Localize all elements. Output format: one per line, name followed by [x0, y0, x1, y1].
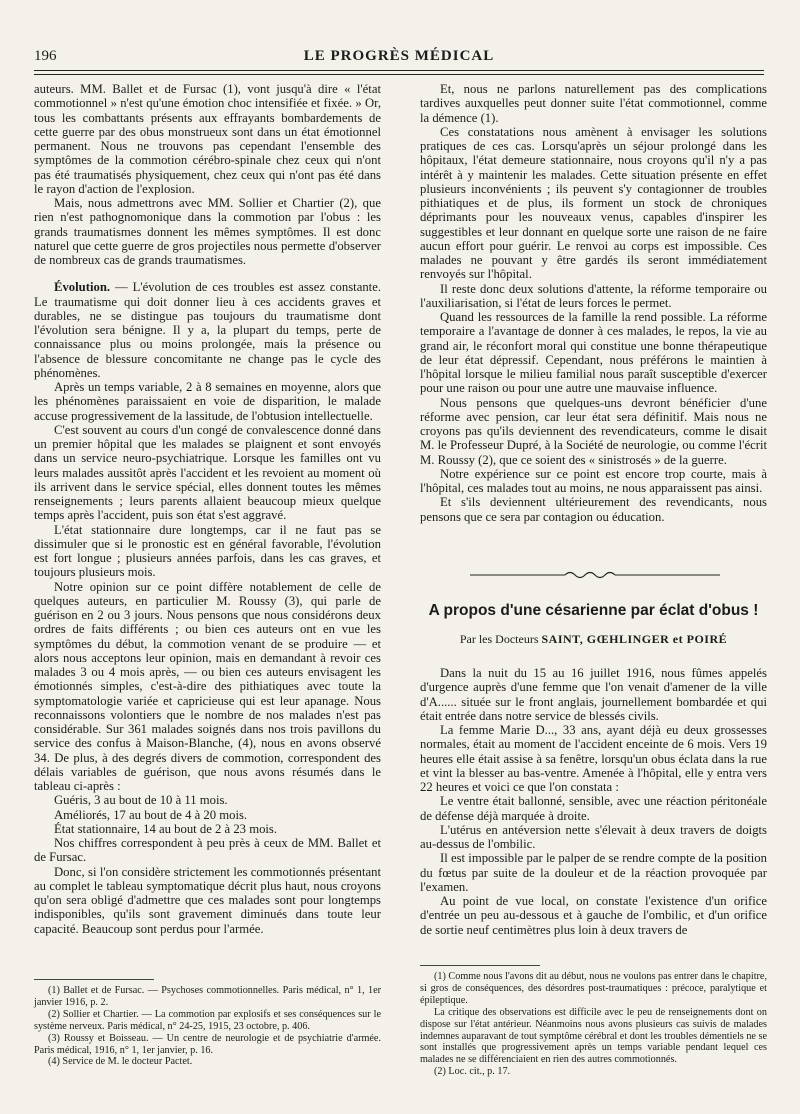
- article-title: A propos d'une césarienne par éclat d'obus !: [428, 602, 759, 619]
- paragraph: Dans la nuit du 15 au 16 juillet 1916, nous fûmes appelés d'urgence auprès d'une femme que l'on venait d'amener de la ville d'A...... située sur le front anglais, journellement bombardée et qui était entrée dans notre service de blessés civils.: [420, 666, 767, 723]
- paragraph: Au point de vue local, on constate l'existence d'un orifice d'entrée un peu au-dessous et à gauche de l'ombilic, et d'un orifice de sortie neuf centimètres plus loin à deux travers de: [420, 894, 767, 937]
- byline-prefix: Par les Docteurs: [459, 632, 539, 646]
- paragraph: Il reste donc deux solutions d'attente, la réforme temporaire ou l'auxiliarisation, si l'état de leurs forces le permet.: [420, 281, 767, 310]
- paragraph: La femme Marie D..., 33 ans, ayant déjà eu deux grossesses normales, était au moment de l'accident enceinte de 6 mois. Vers 19 heures elle était assise à sa fenêtre, lorsqu'un obus éclata dans la rue et vint la blesser au bas-ventre. Amenée à l'hôpital, elle y entra vers 22 heures et voici ce que l'on constata :: [420, 723, 767, 794]
- paragraph-text: — L'évolution de ces troubles est assez constante. Le traumatisme qui doit donner lieu à ces accidents graves et durables, ne se distingue pas toujours du traumatisme dont l'évolution sera bénigne. Il y a, la plupart du temps, perte de connaissance plus ou moins prolongée, mais la présence ou l'absence de blessure concomitante ne change pas le cycle des phénomènes.: [34, 280, 382, 380]
- paragraph: auteurs. MM. Ballet et de Fursac (1), vont jusqu'à dire « l'état commotionnel » n'est qu'une émotion choc intensifiée et fixée. » Or, tous les combattants présents aux effrayants bombardements de cette guerre par des obus monstrueux sont dans un état émotionnel permanent. Nous ne trouvons pas cependant l'ensemble des symptômes de la commotion cérébro-spinale chez ceux qui n'ont pas été traumatisés physiquement, chez ceux qui n'ont pas été dans le rayon d'action de l'explosion.: [34, 82, 381, 196]
- paragraph: Ces constatations nous amènent à envisager les solutions pratiques de ces cas. Lorsqu'après un séjour prolongé dans les hôpitaux, l'état demeure stationnaire, nous croyons qu'il n'y a pas intérêt à y maintenir les malades. Cette situation présente en effet plusieurs inconvénients ; ils peuvent s'y contagionner de troubles pithiatiques et de plus, ils forment un stock de chroniques déprimants pour les nouveaux venus, capables d'inspirer les suggestibles et leur donnant en quelque sorte une raison de ne faire aucun effort pour guérir. Le renvoi au corps est impossible. Ces malades ne pouvant y être gardés ils seront immédiatement renvoyés sur l'hôpital.: [420, 124, 767, 282]
- section-divider-ornament: [470, 570, 720, 580]
- article-body: [420, 666, 767, 937]
- section-heading: Évolution.: [54, 280, 111, 295]
- left-footnotes: [34, 985, 381, 1068]
- paragraph: Mais, nous admettrons avec MM. Sollier et Chartier (2), que rien n'est pathognomonique dans la commotion par l'obus : les grands traumatismes donnent les mêmes symptômes. Il est donc naturel que cette guerre de gros projectiles nous permette d'observer de nombreux cas de grands traumatismes.: [34, 196, 381, 267]
- paragraph: Le ventre était ballonné, sensible, avec une réaction péritonéale de défense déjà marquée à droite.: [420, 794, 767, 823]
- list-item: État stationnaire, 14 au bout de 2 à 23 mois.: [54, 821, 278, 836]
- page-header: [34, 48, 764, 68]
- header-rule: [34, 70, 764, 71]
- footnote: (2) Loc. cit., p. 17.: [434, 1066, 511, 1078]
- paragraph: Notre opinion sur ce point diffère notablement de celle de quelques auteurs, en particulier M. Roussy (3), qui parle de guérison en 2 ou 3 jours. Nous pensons que nous considérons deux ordres de faits différents ; ou bien ces auteurs ont en vue les symptômes du début, la commotion venant de se produire — et alors nous acceptons leur opinion, mais en demandant à revoir ces malades 3 ou 4 mois après, — ou bien ces auteurs envisagent les émotionnés simples, c'est-à-dire des pithiatiques avec toute la symptomatologie variée et capricieuse qui est leur apanage. Nous reconnaissons volontiers que le nombre de nos malades n'est pas considérable. Sur 361 malades soignés dans nos trois pavillons du service des confus à Maison-Blanche, (4), nous en avons observé 34. De plus, à des degrés divers de commotion, correspondent des délais variables de guérison, que nous avons résumés dans le tableau ci-après :: [34, 579, 381, 793]
- paragraph: L'utérus en antéversion nette s'élevait à deux travers de doigts au-dessus de l'ombilic.: [420, 822, 767, 851]
- list-item: Guéris, 3 au bout de 10 à 11 mois.: [54, 793, 228, 808]
- footnote: La critique des observations est difficile avec le peu de renseignements dont on dispose sur l'état antérieur. Néanmoins nous avons plusieurs cas suivis de malades indemnes auparavant de tout symptôme cérébral et dont les troubles démentiels ne se sont installés que progressivement après un temps variable pendant lequel ces malades ne se différenciaient en rien des autres commotionnés.: [420, 1006, 767, 1066]
- paragraph: Donc, si l'on considère strictement les commotionnés présentant au complet le tableau symptomatique décrit plus haut, nous croyons qu'on sera obligé d'admettre que ces malades sont pour longtemps indisponibles, qu'ils sont gravement diminués dans toute leur capacité. Beaucoup sont perdus pour l'armée.: [34, 864, 381, 936]
- left-column: [34, 82, 381, 936]
- paragraph: Nos chiffres correspondent à peu près à ceux de MM. Ballet et de Fursac.: [34, 836, 381, 865]
- list-item: Améliorés, 17 au bout de 4 à 20 mois.: [54, 807, 248, 822]
- running-title: LE PROGRÈS MÉDICAL: [303, 48, 495, 64]
- article-byline: [420, 632, 767, 647]
- footnote: (1) Comme nous l'avons dit au début, nous ne voulons pas entrer dans le chapitre, si gros de conséquences, des désordres post-traumatiques : précoce, paralytique et épileptique.: [420, 971, 767, 1006]
- paragraph: Il est impossible par le palper de se rendre compte de la position du fœtus par suite de la douleur et de la réaction provoquée par l'examen.: [420, 851, 767, 894]
- paragraph: Nous pensons que quelques-uns devront bénéficier d'une réforme avec pension, car leur état sera définitif. Mais nous ne croyons pas qu'ils deviennent des revendicateurs, comme le disait M. le Professeur Dupré, à la Société de neurologie, ou comme l'écrit M. Roussy (2), que ce soient des « sinistrosés » de la guerre.: [420, 395, 767, 467]
- page-number: 196: [34, 48, 57, 64]
- evolution-paragraph: [34, 280, 381, 380]
- paragraph: C'est souvent au cours d'un congé de convalescence donné dans un premier hôpital que les malades se plaignent et sont envoyés dans un service neuro-psychiatrique. Lorsque les familles ont vu leurs malades aussitôt après l'accident et les revoient au moment où ils arrivent dans le service spécial, elles donnent toutes les mêmes renseignements ; leurs parents allaient beaucoup mieux quelque temps après l'accident, puis son état s'est aggravé.: [34, 422, 381, 523]
- paragraph: Quand les ressources de la famille la rend possible. La réforme temporaire a l'avantage de donner à ces malades, le repos, la vie au grand air, le réconfort moral qui constitue une bonne thérapeutique de leur état dépressif. Cependant, nous préférons le maintien à l'hôpital lorsque le milieu familial nous paraît susceptible d'exercer pour une raison ou pour une autre une mauvaise influence.: [420, 310, 767, 396]
- footnote: (2) Sollier et Chartier. — La commotion par explosifs et ses conséquences sur le système nerveux. Paris médical, n° 24-25, 1915, 23 octobre, p. 406.: [34, 1008, 381, 1032]
- paragraph: Et s'ils deviennent ultérieurement des revendicants, nous pensons que ce sera par contagion ou éducation.: [420, 495, 767, 524]
- right-column: [420, 82, 767, 524]
- paragraph: Notre expérience sur ce point est encore trop courte, mais à l'hôpital, ces malades tout au moins, ne nous apparaissent pas ainsi.: [420, 466, 767, 495]
- footnote: (4) Service de M. le docteur Pactet.: [48, 1056, 193, 1068]
- footnote: (1) Ballet et de Fursac. — Psychoses commotionnelles. Paris médical, n° 1, 1er janvier 1916, p. 2.: [34, 985, 381, 1008]
- footnote: (3) Roussy et Boisseau. — Un centre de neurologie et de psychiatrie d'armée. Paris médical, 1916, n° 1, 1er janvier, p. 16.: [34, 1032, 381, 1056]
- header-rule-thin: [34, 74, 764, 75]
- paragraph: Après un temps variable, 2 à 8 semaines en moyenne, alors que les phénomènes paraissaient en voie de disparition, le malade accuse progressivement de la lassitude, de l'obtusion intellectuelle.: [34, 380, 381, 423]
- footnote-rule: [420, 965, 540, 966]
- paragraph: Et, nous ne parlons naturellement pas des complications tardives auxquelles peut donner suite l'état commotionnel, comme la démence (1).: [420, 82, 767, 125]
- right-footnotes: [420, 971, 767, 1078]
- footnote-rule: [34, 979, 154, 980]
- byline-authors: SAINT, GŒHLINGER et POIRÉ: [541, 632, 728, 646]
- paragraph: L'état stationnaire dure longtemps, car il ne faut pas se dissimuler que si le pronostic est en général favorable, l'évolution est fort longue ; plusieurs années parfois, dans les cas graves, et toujours plusieurs mois.: [34, 522, 381, 580]
